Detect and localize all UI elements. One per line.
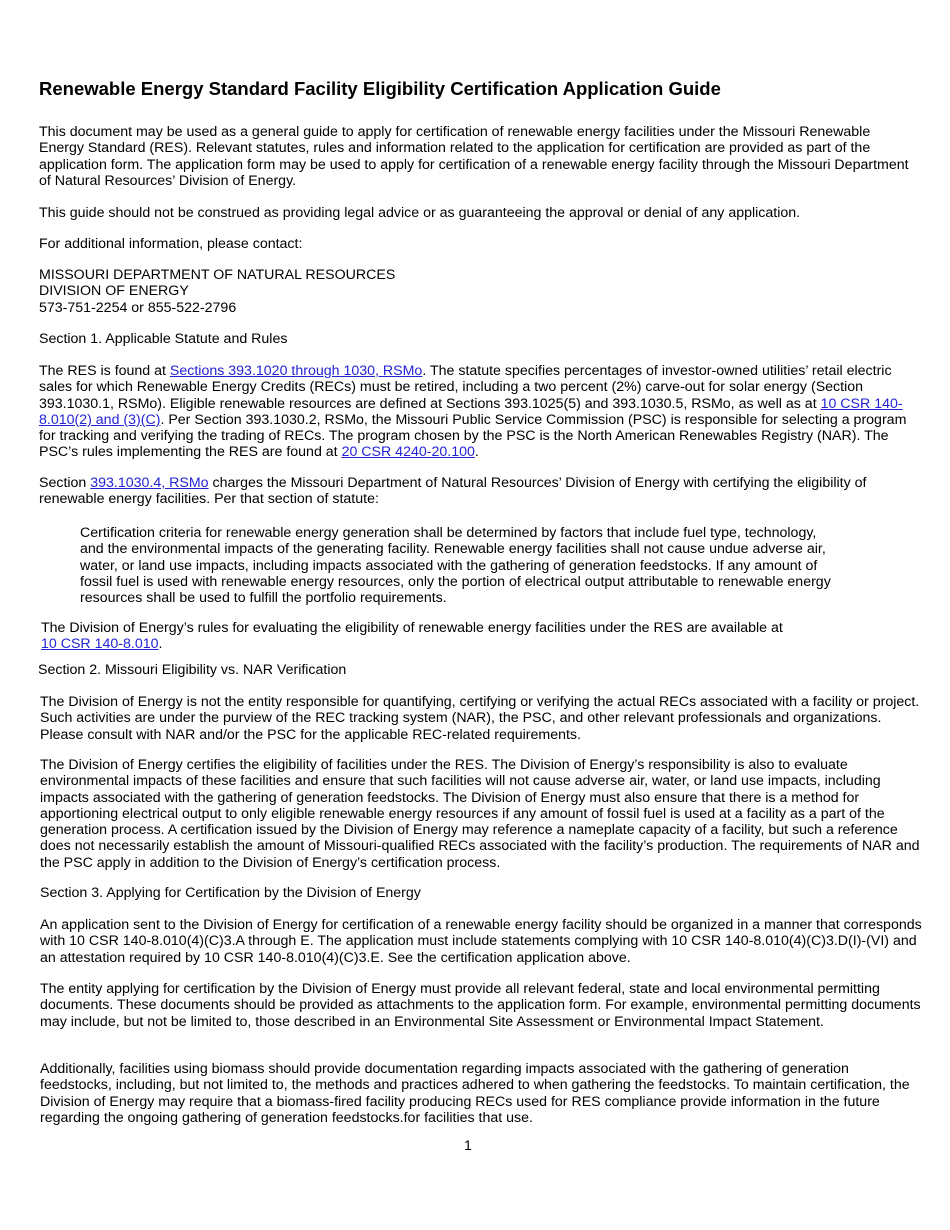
text-run: . Per Section 393.1030.2, RSMo, the Missouri Public Service Commission (PSC) is responsible for selecting a program for tracking and verifying the trading of RECs. The program chosen by the PSC is the North American Renewables Registry (NAR). The PSC’s rules implementing the RES are found at xyxy=(39,411,907,461)
link-393-1030-4[interactable]: 393.1030.4, RSMo xyxy=(90,475,209,491)
section-1-heading: Section 1. Applicable Statute and Rules xyxy=(39,331,288,347)
section-2-heading: Section 2. Missouri Eligibility vs. NAR Verification xyxy=(38,662,347,678)
intro-paragraph-2: This guide should not be construed as providing legal advice or as guaranteeing the approval or denial of any application. xyxy=(39,205,801,221)
text-run: charges the Missouri Department of Natural Resources’ Division of Energy with certifying the eligibility of renewable energy facilities. Per that section of statute: xyxy=(39,475,867,508)
text-run: The RES is found at xyxy=(39,363,170,379)
section-1-paragraph-3 xyxy=(41,620,921,653)
statute-quote: Certification criteria for renewable energy generation shall be determined by factors that include fuel type, technology, and the environmental impacts of the generating facility. Renewable energy facilities shall not cause undue adverse air, water, or land use impacts, including impacts associated with the gathering of generation feedstocks. If any amount of fossil fuel is used with renewable energy resources, only the portion of electrical output attributable to renewable energy resources shall be used to fulfill the portfolio requirements. xyxy=(80,525,831,607)
text-run: The Division of Energy’s rules for evaluating the eligibility of renewable energy facilities under the RES are available at xyxy=(41,620,783,636)
link-10-csr-140-8-010[interactable]: 10 CSR 140-8.010 xyxy=(41,636,159,653)
text-run: . xyxy=(474,444,479,461)
section-3-paragraph-2: The entity applying for certification by the Division of Energy must provide all relevant federal, state and local environmental permitting documents. These documents should be provided as attachments to the application form. For example, environmental permitting documents may include, but not be limited to, those described in an Environmental Site Assessment or Environmental Impact Statement. xyxy=(40,981,921,1030)
text-run: Section xyxy=(39,475,91,491)
contact-phone: 573-751-2254 or 855-522-2796 xyxy=(39,299,237,316)
section-1-paragraph-1 xyxy=(39,363,921,461)
section-1-paragraph-2 xyxy=(39,475,919,508)
text-run: . xyxy=(158,636,163,653)
section-3-paragraph-3: Additionally, facilities using biomass should provide documentation regarding impacts associated with the gathering of generation feedstocks, including, but not limited to, the methods and practices adhered to when gathering the feedstocks. To maintain certification, the Division of Energy may require that a biomass-fired facility producing RECs used for RES compliance provide information in the future regarding the ongoing gathering of generation feedstocks.for facilities that use. xyxy=(40,1061,910,1126)
link-20-csr-4240-20-100[interactable]: 20 CSR 4240-20.100 xyxy=(341,444,475,461)
contact-organization: MISSOURI DEPARTMENT OF NATURAL RESOURCES xyxy=(39,267,396,283)
section-2-paragraph-1: The Division of Energy is not the entity responsible for quantifying, certifying or verifying the actual RECs associated with a facility or project. Such activities are under the purview of the REC tracking system (NAR), the PSC, and other relevant professionals and organizations. Please consult with NAR and/or the PSC for the applicable REC-related requirements. xyxy=(40,694,920,743)
text-run: . The statute specifies percentages of investor-owned utilities’ retail electric sales for which Renewable Energy Credits (RECs) must be retired, including a two percent (2%) carve-out for solar energy (Section 393.1030.1, RSMo). Eligible renewable resources are defined at Sections 393.1025(5) and 393.1030.5, RSMo, as well as at xyxy=(39,363,892,412)
page-number: 1 xyxy=(464,1138,472,1154)
contact-division: DIVISION OF ENERGY xyxy=(39,283,189,300)
link-10-csr-140-8-010-2-3c[interactable]: 10 CSR 140-8.010(2) and (3)(C) xyxy=(39,395,903,428)
link-sections-393-1020[interactable]: Sections 393.1020 through 1030, RSMo xyxy=(169,363,423,379)
contact-intro: For additional information, please contact: xyxy=(39,236,303,252)
section-3-paragraph-1: An application sent to the Division of Energy for certification of a renewable energy facility should be organized in a manner that corresponds with 10 CSR 140-8.010(4)(C)3.A through E. The application must include statements complying with 10 CSR 140-8.010(4)(C)3.D(I)-(VI) and an attestation required by 10 CSR 140-8.010(4)(C)3.E. See the certification application above. xyxy=(40,917,922,966)
intro-paragraph-1: This document may be used as a general guide to apply for certification of renewable energy facilities under the Missouri Renewable Energy Standard (RES). Relevant statutes, rules and information related to the application for certification are provided as part of the application form. The application form may be used to apply for certification of a renewable energy facility through the Missouri Department of Natural Resources’ Division of Energy. xyxy=(39,124,909,189)
document-title: Renewable Energy Standard Facility Eligibility Certification Application Guide xyxy=(39,78,721,99)
section-3-heading: Section 3. Applying for Certification by the Division of Energy xyxy=(40,885,421,901)
contact-block xyxy=(39,267,919,316)
section-2-paragraph-2: The Division of Energy certifies the eligibility of facilities under the RES. The Division of Energy’s responsibility is also to evaluate environmental impacts of these facilities and ensure that such facilities will not cause adverse air, water, or land use impacts, including impacts associated with the gathering of generation feedstocks. The Division of Energy must also ensure that there is a method for apportioning electrical output to only eligible renewable energy resources if any amount of fossil fuel is used at a facility as a part of the generation process. A certification issued by the Division of Energy may reference a nameplate capacity of a facility, but such a reference does not necessarily establish the amount of Missouri-qualified RECs associated with the facility’s production. The requirements of NAR and the PSC apply in addition to the Division of Energy’s certification process. xyxy=(40,757,920,871)
